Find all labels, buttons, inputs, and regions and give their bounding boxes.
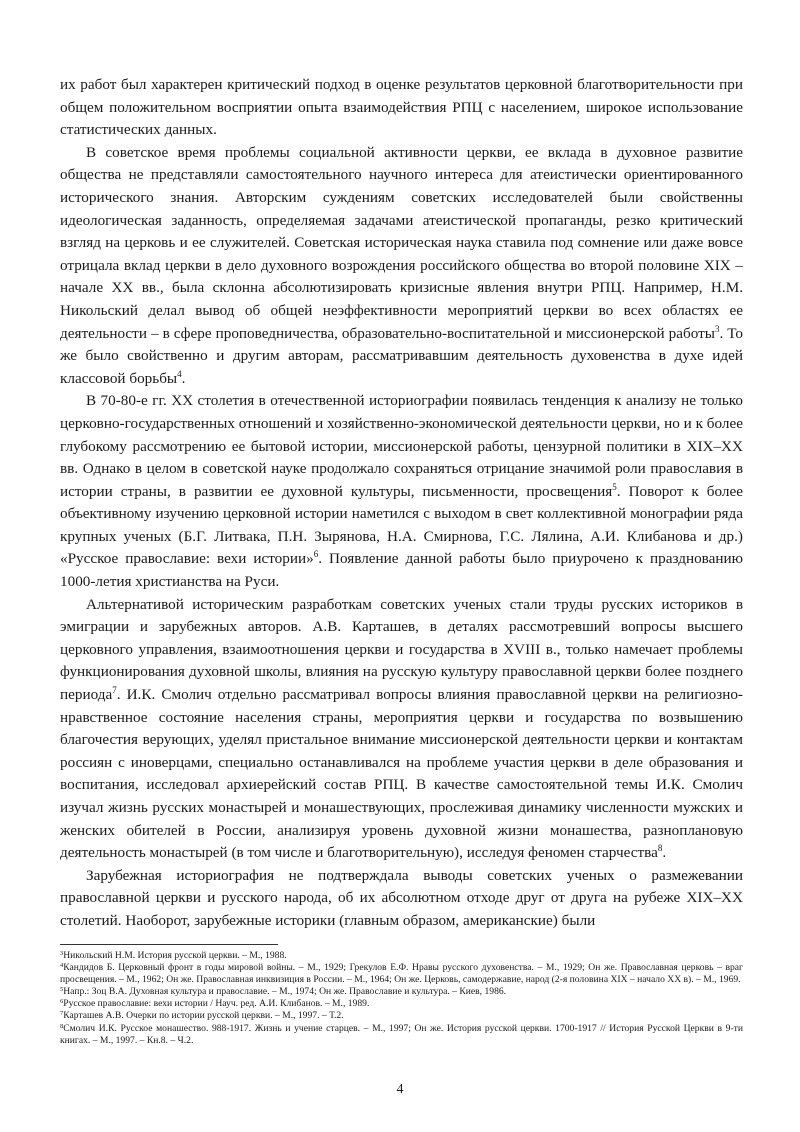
footnote-number: 7: [60, 1010, 64, 1018]
footnote-number: 5: [60, 986, 64, 994]
text-run: .: [181, 369, 186, 387]
footnote-ref: 4: [177, 368, 182, 379]
text-run: Альтернативой историческим разработкам советских ученых стали труды русских историков в эмиграции и зарубежных авторов. А.В. Карташев, в деталях рассмотревший вопросы высшего церковного управления, взаимоотношения церкви и государства в XVIII в., только намечает проблемы функционирования духовной школы, влияния на русскую культуру православной церкви более позднего периода: [60, 595, 743, 704]
footnote-number: 3: [60, 950, 64, 957]
footnote-ref: 6: [313, 549, 319, 560]
footnote-6: [60, 998, 743, 1010]
text-run: .: [662, 844, 667, 862]
footnote-text: Русское православие: вехи истории / Науч. ред. А.И. Клибанов. – М., 1989.: [63, 998, 370, 1010]
text-run: . И.К. Смолич отдельно рассматривал вопросы влияния православной церкви на религиозно-нравственное состояние населения страны, мероприятия церкви и государства по возвышению благочестия верующих, уделял пристальное внимание миссионерской деятельности церкви и контактам россиян с иноверцами, специально останавливался на проблеме участия церкви в деле образования и воспитания, исследовал архиерейский состав РПЦ. В качестве самостоятельной темы И.К. Смолич изучал жизнь русских монастырей и монашествующих, прослеживая динамику численности мужских и женских обителей в России, анализируя уровень духовной жизни монашества, разноплановую деятельность монастырей (в том числе и благотворительную), исследуя феномен старчества: [60, 686, 743, 862]
footnote-ref: 5: [612, 481, 617, 492]
footnote-text: Никольский Н.М. История русской церкви. – М., 1988.: [63, 950, 287, 961]
paragraph-1: [60, 74, 743, 142]
footnotes: [60, 950, 743, 1047]
footnote-text: Карташев А.В. Очерки по истории русской церкви. – М., 1997. – Т.2.: [63, 1010, 344, 1022]
text-run: В 70-80-е гг. XX столетия в отечественной историографии появилась тенденция к анализу не только церковно-государственных отношений и хозяйственно-экономической деятельности церкви, но и к более глубокому рассмотрению ее бытовой истории, миссионерской работы, цензурной политики в XIX–XX вв. Однако в целом в советской науке продолжало сохраняться отрицание значимой роли православия в истории страны, в развитии ее духовной культуры, письменности, просвещения: [60, 392, 743, 500]
text-run: их работ был характерен критический подход в оценке результатов церковной благотворительности при общем положительном восприятии опыта взаимодействия РПЦ с населением, широкое использование статистических данных.: [60, 76, 743, 139]
footnote-5: [60, 986, 743, 998]
footnote-text: Смолич И.К. Русское монашество. 988-1917. Жизнь и учение старцев. – М., 1997; Он же. История русской церкви. 1700-1917 // История Русской Церкви в 9-ти книгах. – М., 1997. – Кн.8. – Ч.2.: [60, 1022, 743, 1046]
footnote-number: 8: [60, 1022, 64, 1030]
footnote-7: [60, 1010, 743, 1022]
paragraph-4: [60, 594, 743, 865]
footnote-8: [60, 1023, 743, 1047]
paragraph-5: [60, 865, 743, 933]
footnote-3: [60, 950, 743, 962]
footnote-ref: 7: [112, 685, 117, 696]
text-run: Зарубежная историография не подтверждала выводы советских ученых о размежевании православной церкви и русского народа, об их абсолютном отходе друг от друга на рубеже XIX–XX столетий. Наоборот, зарубежные историки (главным образом, американские) были: [60, 866, 743, 929]
body-text: [60, 74, 743, 933]
text-run: . Появление данной работы было приурочено к празднованию 1000-летия христианства на Руси.: [60, 550, 743, 591]
footnote-separator: [60, 944, 278, 945]
text-run: . То же было свойственно и другим авторам, рассматривавшим деятельность духовенства в духе идей классовой борьбы: [60, 324, 743, 387]
footnote-number: 6: [60, 998, 64, 1006]
text-run: . Поворот к более объективному изучению церковной истории наметился с выходом в свет коллективной монографии ряда крупных ученых (Б.Г. Литвака, П.Н. Зырянова, Н.А. Смирнова, Г.С. Лялина, А.И. Клибанова и др.) «Русское православие: вехи истории»: [60, 482, 743, 568]
footnote-4: [60, 962, 743, 986]
footnote-text: Напр.: Зоц В.А. Духовная культура и православие. – М., 1974; Он же. Православие и культура. – Киев, 1986.: [63, 986, 507, 998]
footnote-ref: 3: [714, 323, 720, 334]
footnote-number: 4: [60, 962, 64, 970]
text-run: В советское время проблемы социальной активности церкви, ее вклада в духовное развитие общества не представляли самостоятельного научного интереса для атеистически ориентированного исторического знания. Авторским суждениям советских исследователей были свойственны идеологическая заданность, определяемая задачами атеистической пропаганды, резко критический взгляд на церковь и ее служителей. Советская историческая наука ставила под сомнение или даже вовсе отрицала вклад церкви в дело духовного возрождения российского общества во второй половине XIX – начале XX вв., была склонна абсолютизировать кризисные явления внутри РПЦ. Например, Н.М. Никольский делал вывод об общей неэффективности мероприятий церкви во всех областях ее деятельности – в сфере проповедничества, образовательно-воспитательной и миссионерской работы: [60, 143, 743, 342]
footnote-ref: 8: [657, 843, 663, 854]
paragraph-3: [60, 390, 743, 593]
page-number: 4: [396, 1082, 404, 1097]
footnote-text: Кандидов Б. Церковный фронт в годы мировой войны. – М., 1929; Грекулов Е.Ф. Нравы русского духовенства. – М., 1929; Он же. Православная церковь – враг просвещения. – М., 1962; Он же. Православная инквизиция в России. – М., 1964; Он же. Церковь, самодержавие, народ (2-я половина XIX – начало XX в). – М., 1969.: [60, 962, 743, 986]
paragraph-2: [60, 142, 743, 391]
